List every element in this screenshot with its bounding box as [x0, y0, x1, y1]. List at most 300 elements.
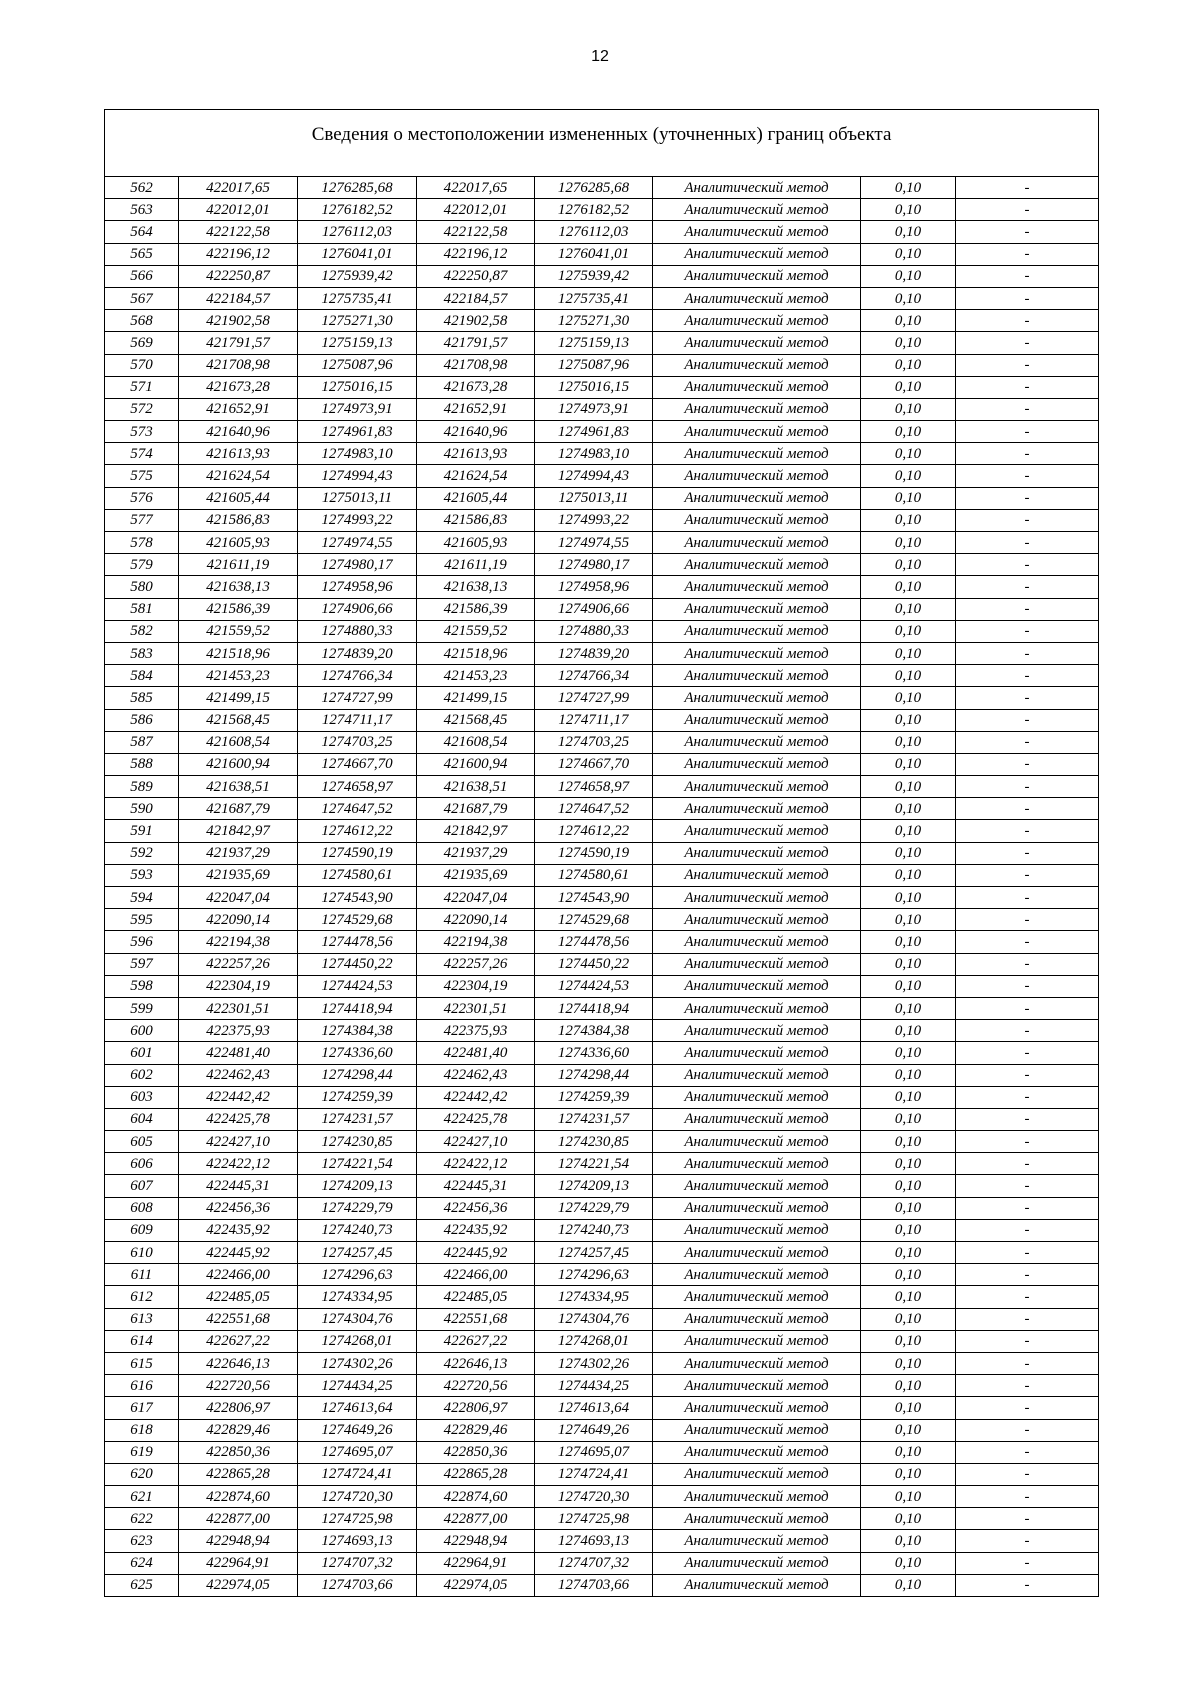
cell-y-new: 1274529,68	[535, 909, 653, 931]
cell-x-old: 421613,93	[179, 443, 298, 465]
cell-point-number: 613	[105, 1308, 179, 1330]
table-row	[105, 1242, 1099, 1264]
cell-accuracy: 0,10	[861, 421, 956, 443]
cell-method: Аналитический метод	[653, 798, 861, 820]
cell-x-new: 421559,52	[417, 620, 535, 642]
cell-y-old: 1274724,41	[298, 1463, 417, 1485]
cell-y-old: 1274720,30	[298, 1486, 417, 1508]
table-row	[105, 1264, 1099, 1286]
cell-x-new: 422964,91	[417, 1552, 535, 1574]
cell-y-new: 1275013,11	[535, 487, 653, 509]
cell-point-number: 577	[105, 509, 179, 531]
cell-accuracy: 0,10	[861, 509, 956, 531]
cell-note: -	[956, 243, 1099, 265]
cell-x-new: 422304,19	[417, 975, 535, 997]
cell-accuracy: 0,10	[861, 1175, 956, 1197]
cell-method: Аналитический метод	[653, 642, 861, 664]
cell-y-old: 1274304,76	[298, 1308, 417, 1330]
table-row	[105, 642, 1099, 664]
cell-accuracy: 0,10	[861, 887, 956, 909]
cell-point-number: 614	[105, 1330, 179, 1352]
cell-note: -	[956, 909, 1099, 931]
cell-method: Аналитический метод	[653, 1197, 861, 1219]
cell-accuracy: 0,10	[861, 842, 956, 864]
cell-x-new: 422948,94	[417, 1530, 535, 1552]
cell-method: Аналитический метод	[653, 997, 861, 1019]
cell-point-number: 591	[105, 820, 179, 842]
cell-method: Аналитический метод	[653, 1552, 861, 1574]
cell-note: -	[956, 376, 1099, 398]
cell-accuracy: 0,10	[861, 709, 956, 731]
cell-y-old: 1275016,15	[298, 376, 417, 398]
cell-y-old: 1274590,19	[298, 842, 417, 864]
cell-accuracy: 0,10	[861, 1397, 956, 1419]
cell-x-new: 422017,65	[417, 177, 535, 199]
cell-y-old: 1274240,73	[298, 1219, 417, 1241]
cell-method: Аналитический метод	[653, 1308, 861, 1330]
cell-accuracy: 0,10	[861, 620, 956, 642]
cell-note: -	[956, 332, 1099, 354]
cell-point-number: 603	[105, 1086, 179, 1108]
cell-y-old: 1274434,25	[298, 1375, 417, 1397]
cell-x-old: 421708,98	[179, 354, 298, 376]
cell-y-old: 1274993,22	[298, 509, 417, 531]
cell-point-number: 605	[105, 1131, 179, 1153]
coordinates-table-container	[104, 109, 1098, 1597]
cell-accuracy: 0,10	[861, 1242, 956, 1264]
cell-y-old: 1274880,33	[298, 620, 417, 642]
cell-note: -	[956, 443, 1099, 465]
cell-method: Аналитический метод	[653, 620, 861, 642]
cell-note: -	[956, 642, 1099, 664]
cell-y-new: 1274543,90	[535, 887, 653, 909]
table-row	[105, 509, 1099, 531]
cell-y-new: 1276182,52	[535, 199, 653, 221]
cell-y-old: 1274766,34	[298, 665, 417, 687]
cell-y-old: 1274974,55	[298, 532, 417, 554]
cell-accuracy: 0,10	[861, 576, 956, 598]
cell-y-new: 1274336,60	[535, 1042, 653, 1064]
cell-y-old: 1274296,63	[298, 1264, 417, 1286]
cell-x-new: 421499,15	[417, 687, 535, 709]
table-row	[105, 287, 1099, 309]
cell-point-number: 621	[105, 1486, 179, 1508]
cell-x-new: 422194,38	[417, 931, 535, 953]
cell-point-number: 569	[105, 332, 179, 354]
cell-point-number: 608	[105, 1197, 179, 1219]
cell-method: Аналитический метод	[653, 576, 861, 598]
cell-y-old: 1274983,10	[298, 443, 417, 465]
table-row	[105, 776, 1099, 798]
cell-x-old: 422865,28	[179, 1463, 298, 1485]
cell-y-old: 1274695,07	[298, 1441, 417, 1463]
cell-y-old: 1274334,95	[298, 1286, 417, 1308]
cell-y-new: 1274711,17	[535, 709, 653, 731]
cell-x-new: 422122,58	[417, 221, 535, 243]
cell-y-old: 1274703,66	[298, 1574, 417, 1596]
cell-x-new: 421613,93	[417, 443, 535, 465]
cell-x-old: 422304,19	[179, 975, 298, 997]
cell-x-new: 421708,98	[417, 354, 535, 376]
cell-point-number: 590	[105, 798, 179, 820]
cell-x-old: 421673,28	[179, 376, 298, 398]
cell-y-new: 1274259,39	[535, 1086, 653, 1108]
table-row	[105, 398, 1099, 420]
cell-point-number: 592	[105, 842, 179, 864]
cell-note: -	[956, 887, 1099, 909]
cell-x-old: 422425,78	[179, 1108, 298, 1130]
cell-accuracy: 0,10	[861, 953, 956, 975]
cell-x-new: 422865,28	[417, 1463, 535, 1485]
table-row	[105, 1441, 1099, 1463]
cell-point-number: 568	[105, 310, 179, 332]
cell-accuracy: 0,10	[861, 465, 956, 487]
cell-point-number: 571	[105, 376, 179, 398]
cell-x-old: 422462,43	[179, 1064, 298, 1086]
cell-accuracy: 0,10	[861, 1020, 956, 1042]
table-row	[105, 532, 1099, 554]
table-row	[105, 887, 1099, 909]
cell-point-number: 566	[105, 265, 179, 287]
cell-note: -	[956, 1286, 1099, 1308]
cell-method: Аналитический метод	[653, 1441, 861, 1463]
cell-x-old: 421605,93	[179, 532, 298, 554]
cell-y-old: 1274268,01	[298, 1330, 417, 1352]
cell-x-old: 421559,52	[179, 620, 298, 642]
cell-method: Аналитический метод	[653, 310, 861, 332]
cell-accuracy: 0,10	[861, 221, 956, 243]
cell-accuracy: 0,10	[861, 1375, 956, 1397]
cell-accuracy: 0,10	[861, 1486, 956, 1508]
cell-x-new: 422250,87	[417, 265, 535, 287]
cell-accuracy: 0,10	[861, 1308, 956, 1330]
cell-x-new: 422974,05	[417, 1574, 535, 1596]
cell-accuracy: 0,10	[861, 1086, 956, 1108]
cell-point-number: 595	[105, 909, 179, 931]
cell-note: -	[956, 1308, 1099, 1330]
table-row	[105, 1375, 1099, 1397]
cell-note: -	[956, 931, 1099, 953]
cell-x-old: 421902,58	[179, 310, 298, 332]
table-row	[105, 864, 1099, 886]
cell-x-old: 422445,31	[179, 1175, 298, 1197]
cell-note: -	[956, 687, 1099, 709]
cell-point-number: 576	[105, 487, 179, 509]
cell-x-old: 422551,68	[179, 1308, 298, 1330]
cell-point-number: 612	[105, 1286, 179, 1308]
cell-y-old: 1274230,85	[298, 1131, 417, 1153]
table-row	[105, 265, 1099, 287]
cell-point-number: 562	[105, 177, 179, 199]
cell-y-new: 1274727,99	[535, 687, 653, 709]
cell-y-new: 1274703,25	[535, 731, 653, 753]
cell-point-number: 596	[105, 931, 179, 953]
cell-method: Аналитический метод	[653, 443, 861, 465]
cell-accuracy: 0,10	[861, 443, 956, 465]
cell-x-new: 422466,00	[417, 1264, 535, 1286]
cell-method: Аналитический метод	[653, 398, 861, 420]
cell-x-new: 421638,51	[417, 776, 535, 798]
table-row	[105, 931, 1099, 953]
cell-accuracy: 0,10	[861, 731, 956, 753]
cell-y-new: 1274296,63	[535, 1264, 653, 1286]
cell-note: -	[956, 1064, 1099, 1086]
cell-note: -	[956, 354, 1099, 376]
cell-y-old: 1274384,38	[298, 1020, 417, 1042]
table-row	[105, 421, 1099, 443]
cell-accuracy: 0,10	[861, 398, 956, 420]
cell-method: Аналитический метод	[653, 931, 861, 953]
cell-note: -	[956, 1375, 1099, 1397]
cell-x-old: 421791,57	[179, 332, 298, 354]
cell-note: -	[956, 554, 1099, 576]
table-row	[105, 354, 1099, 376]
cell-method: Аналитический метод	[653, 753, 861, 775]
cell-x-old: 422720,56	[179, 1375, 298, 1397]
cell-x-old: 422047,04	[179, 887, 298, 909]
cell-x-new: 422551,68	[417, 1308, 535, 1330]
cell-point-number: 597	[105, 953, 179, 975]
cell-x-new: 421568,45	[417, 709, 535, 731]
cell-x-old: 422257,26	[179, 953, 298, 975]
cell-accuracy: 0,10	[861, 1419, 956, 1441]
cell-point-number: 587	[105, 731, 179, 753]
cell-y-old: 1274703,25	[298, 731, 417, 753]
page-number: 12	[591, 48, 609, 65]
cell-x-old: 421687,79	[179, 798, 298, 820]
cell-x-new: 422196,12	[417, 243, 535, 265]
cell-accuracy: 0,10	[861, 1219, 956, 1241]
cell-y-new: 1274703,66	[535, 1574, 653, 1596]
cell-x-old: 421608,54	[179, 731, 298, 753]
cell-accuracy: 0,10	[861, 265, 956, 287]
cell-accuracy: 0,10	[861, 975, 956, 997]
cell-note: -	[956, 576, 1099, 598]
cell-method: Аналитический метод	[653, 1264, 861, 1286]
table-row	[105, 1131, 1099, 1153]
cell-note: -	[956, 864, 1099, 886]
cell-method: Аналитический метод	[653, 421, 861, 443]
cell-method: Аналитический метод	[653, 487, 861, 509]
cell-method: Аналитический метод	[653, 1574, 861, 1596]
cell-point-number: 593	[105, 864, 179, 886]
table-row	[105, 820, 1099, 842]
cell-point-number: 578	[105, 532, 179, 554]
table-row	[105, 798, 1099, 820]
cell-note: -	[956, 1463, 1099, 1485]
cell-note: -	[956, 177, 1099, 199]
cell-method: Аналитический метод	[653, 265, 861, 287]
cell-method: Аналитический метод	[653, 177, 861, 199]
cell-accuracy: 0,10	[861, 487, 956, 509]
cell-accuracy: 0,10	[861, 687, 956, 709]
cell-method: Аналитический метод	[653, 1108, 861, 1130]
cell-method: Аналитический метод	[653, 820, 861, 842]
cell-point-number: 618	[105, 1419, 179, 1441]
cell-accuracy: 0,10	[861, 642, 956, 664]
cell-x-old: 421568,45	[179, 709, 298, 731]
cell-x-old: 422466,00	[179, 1264, 298, 1286]
cell-y-new: 1274229,79	[535, 1197, 653, 1219]
cell-x-old: 422250,87	[179, 265, 298, 287]
cell-x-new: 422012,01	[417, 199, 535, 221]
table-row	[105, 1286, 1099, 1308]
cell-point-number: 573	[105, 421, 179, 443]
table-row	[105, 687, 1099, 709]
cell-accuracy: 0,10	[861, 554, 956, 576]
cell-x-old: 421638,51	[179, 776, 298, 798]
cell-x-new: 421935,69	[417, 864, 535, 886]
cell-y-new: 1275735,41	[535, 287, 653, 309]
cell-y-new: 1274580,61	[535, 864, 653, 886]
table-row	[105, 1530, 1099, 1552]
cell-accuracy: 0,10	[861, 1197, 956, 1219]
cell-y-old: 1274612,22	[298, 820, 417, 842]
cell-method: Аналитический метод	[653, 332, 861, 354]
cell-accuracy: 0,10	[861, 1463, 956, 1485]
cell-y-new: 1274257,45	[535, 1242, 653, 1264]
cell-note: -	[956, 199, 1099, 221]
cell-y-new: 1274839,20	[535, 642, 653, 664]
cell-x-new: 421586,39	[417, 598, 535, 620]
cell-point-number: 589	[105, 776, 179, 798]
cell-y-old: 1274478,56	[298, 931, 417, 953]
cell-method: Аналитический метод	[653, 465, 861, 487]
cell-method: Аналитический метод	[653, 1352, 861, 1374]
cell-y-new: 1274958,96	[535, 576, 653, 598]
cell-y-new: 1274334,95	[535, 1286, 653, 1308]
cell-y-old: 1274958,96	[298, 576, 417, 598]
cell-y-old: 1274613,64	[298, 1397, 417, 1419]
cell-method: Аналитический метод	[653, 1086, 861, 1108]
cell-y-old: 1274961,83	[298, 421, 417, 443]
cell-accuracy: 0,10	[861, 199, 956, 221]
table-row	[105, 221, 1099, 243]
table-row	[105, 1486, 1099, 1508]
cell-x-old: 421453,23	[179, 665, 298, 687]
cell-note: -	[956, 753, 1099, 775]
cell-y-old: 1274727,99	[298, 687, 417, 709]
cell-method: Аналитический метод	[653, 1153, 861, 1175]
cell-x-new: 422806,97	[417, 1397, 535, 1419]
cell-x-old: 422435,92	[179, 1219, 298, 1241]
table-row	[105, 1153, 1099, 1175]
cell-accuracy: 0,10	[861, 1264, 956, 1286]
cell-note: -	[956, 310, 1099, 332]
cell-note: -	[956, 1486, 1099, 1508]
cell-x-new: 422720,56	[417, 1375, 535, 1397]
cell-method: Аналитический метод	[653, 376, 861, 398]
cell-note: -	[956, 997, 1099, 1019]
cell-point-number: 620	[105, 1463, 179, 1485]
cell-x-old: 422017,65	[179, 177, 298, 199]
cell-point-number: 604	[105, 1108, 179, 1130]
cell-x-old: 421499,15	[179, 687, 298, 709]
cell-accuracy: 0,10	[861, 1153, 956, 1175]
cell-x-old: 422122,58	[179, 221, 298, 243]
cell-accuracy: 0,10	[861, 753, 956, 775]
cell-method: Аналитический метод	[653, 1020, 861, 1042]
cell-x-new: 422485,05	[417, 1286, 535, 1308]
table-row	[105, 709, 1099, 731]
cell-x-new: 422850,36	[417, 1441, 535, 1463]
cell-accuracy: 0,10	[861, 1330, 956, 1352]
cell-point-number: 602	[105, 1064, 179, 1086]
cell-x-new: 421608,54	[417, 731, 535, 753]
cell-y-old: 1274580,61	[298, 864, 417, 886]
cell-point-number: 594	[105, 887, 179, 909]
cell-x-old: 422646,13	[179, 1352, 298, 1374]
cell-note: -	[956, 221, 1099, 243]
cell-note: -	[956, 1397, 1099, 1419]
cell-accuracy: 0,10	[861, 1574, 956, 1596]
cell-note: -	[956, 1131, 1099, 1153]
cell-note: -	[956, 421, 1099, 443]
cell-note: -	[956, 1264, 1099, 1286]
table-row	[105, 376, 1099, 398]
cell-accuracy: 0,10	[861, 776, 956, 798]
cell-method: Аналитический метод	[653, 554, 861, 576]
cell-accuracy: 0,10	[861, 354, 956, 376]
table-row	[105, 310, 1099, 332]
cell-accuracy: 0,10	[861, 798, 956, 820]
cell-x-old: 421638,13	[179, 576, 298, 598]
cell-method: Аналитический метод	[653, 354, 861, 376]
cell-y-new: 1275016,15	[535, 376, 653, 398]
cell-y-new: 1274906,66	[535, 598, 653, 620]
cell-y-old: 1274647,52	[298, 798, 417, 820]
cell-point-number: 582	[105, 620, 179, 642]
cell-y-new: 1274983,10	[535, 443, 653, 465]
table-row	[105, 487, 1099, 509]
cell-note: -	[956, 1330, 1099, 1352]
cell-x-new: 422445,92	[417, 1242, 535, 1264]
cell-method: Аналитический метод	[653, 1219, 861, 1241]
cell-point-number: 606	[105, 1153, 179, 1175]
cell-x-old: 421937,29	[179, 842, 298, 864]
cell-x-old: 422829,46	[179, 1419, 298, 1441]
cell-method: Аналитический метод	[653, 1508, 861, 1530]
cell-point-number: 616	[105, 1375, 179, 1397]
cell-y-new: 1274612,22	[535, 820, 653, 842]
cell-x-old: 422850,36	[179, 1441, 298, 1463]
cell-point-number: 567	[105, 287, 179, 309]
cell-method: Аналитический метод	[653, 532, 861, 554]
cell-x-new: 422422,12	[417, 1153, 535, 1175]
cell-y-new: 1275087,96	[535, 354, 653, 376]
cell-point-number: 580	[105, 576, 179, 598]
table-row	[105, 243, 1099, 265]
cell-method: Аналитический метод	[653, 1463, 861, 1485]
cell-accuracy: 0,10	[861, 310, 956, 332]
cell-y-old: 1274667,70	[298, 753, 417, 775]
table-row	[105, 997, 1099, 1019]
cell-point-number: 624	[105, 1552, 179, 1574]
cell-y-old: 1274973,91	[298, 398, 417, 420]
table-row	[105, 975, 1099, 997]
cell-note: -	[956, 1419, 1099, 1441]
cell-point-number: 586	[105, 709, 179, 731]
cell-accuracy: 0,10	[861, 287, 956, 309]
cell-x-old: 422974,05	[179, 1574, 298, 1596]
table-row	[105, 1552, 1099, 1574]
table-row	[105, 1574, 1099, 1596]
cell-y-new: 1274221,54	[535, 1153, 653, 1175]
cell-x-new: 422462,43	[417, 1064, 535, 1086]
table-row	[105, 1219, 1099, 1241]
cell-method: Аналитический метод	[653, 887, 861, 909]
cell-y-old: 1274450,22	[298, 953, 417, 975]
